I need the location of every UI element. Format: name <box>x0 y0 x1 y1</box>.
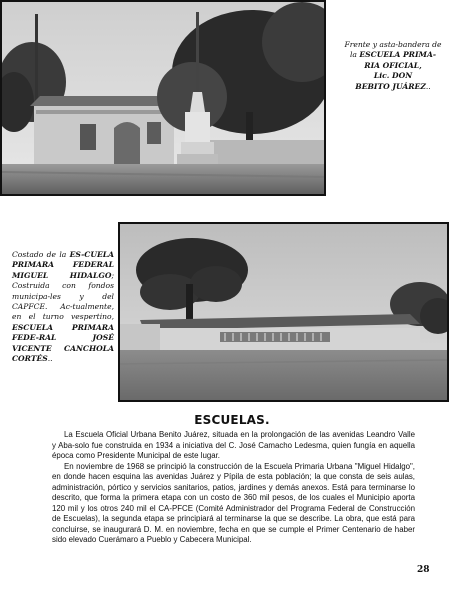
caption-bold: ESCUELA PRIMARA FEDE-RAL JOSÉ VICENTE CANCHOLA CORTÉS <box>12 322 114 364</box>
caption-bold: ES-CUELA PRIMARA FEDERAL MIGUEL HIDALGO <box>12 250 114 280</box>
school-side-photo <box>118 222 449 402</box>
top-photo-caption <box>326 40 460 92</box>
caption-line: .. <box>425 81 431 91</box>
body-text <box>52 430 415 546</box>
section-heading: ESCUELAS. <box>194 413 270 427</box>
caption-text: Costado de la <box>12 250 70 259</box>
caption-line-bold: RIA OFICIAL, <box>364 60 422 70</box>
caption-text: .. <box>47 354 53 364</box>
caption-text: ; Costruida con fondos municipa-les y del CAPFCE. Ac-tualmente, en el turno vespertino, <box>12 270 114 322</box>
paragraph: En noviembre de 1968 se principió la construcción de la Escuela Primaria Urbana "Miguel Hidalgo", en donde hacen esquina las avenidas Juárez y Pípila de esta población; la que consta de seis aulas, administración, pórtico y servicios sanitarios, patios, jardines y demás anexos. Está para terminarse lo descrito, que forma la primera etapa con un costo de 360 mil pesos, de los cuales el Municipio aporta 120 mil y los otros 240 mil el CA-PFCE (Comité Administrador del Programa Federal de Construcción de Escuelas), la segunda etapa se principiará al terminarse la que se describe. La obra, que está para concluirse, se inaugurará D. M. en noviembre, fecha en que se cumple el Primer Centenario de haber sido elevado Cuerámaro a Pueblo y Cabecera Municipal. <box>52 461 415 544</box>
page-number: 28 <box>417 565 430 575</box>
caption-line-bold: ESCUELA PRIMA- <box>359 50 436 60</box>
caption-line: Frente y asta-bandera de <box>344 40 442 49</box>
caption-line: la <box>350 50 360 60</box>
caption-line-bold: Lic. DON <box>373 71 413 81</box>
school-side-image <box>120 224 447 400</box>
school-front-image <box>2 2 324 194</box>
bottom-photo-caption <box>12 250 114 364</box>
paragraph: La Escuela Oficial Urbana Benito Juárez, situada en la prolongación de las avenidas Leandro Valle y Aba-solo fue construida en 1934 a iniciativa del C. José Camacho Ledesma, quien fungía en aquella época como Presidente Municipal de este lugar. <box>52 430 415 460</box>
school-front-photo <box>0 0 326 196</box>
caption-line-bold: BEBITO JUÁREZ <box>355 81 426 91</box>
